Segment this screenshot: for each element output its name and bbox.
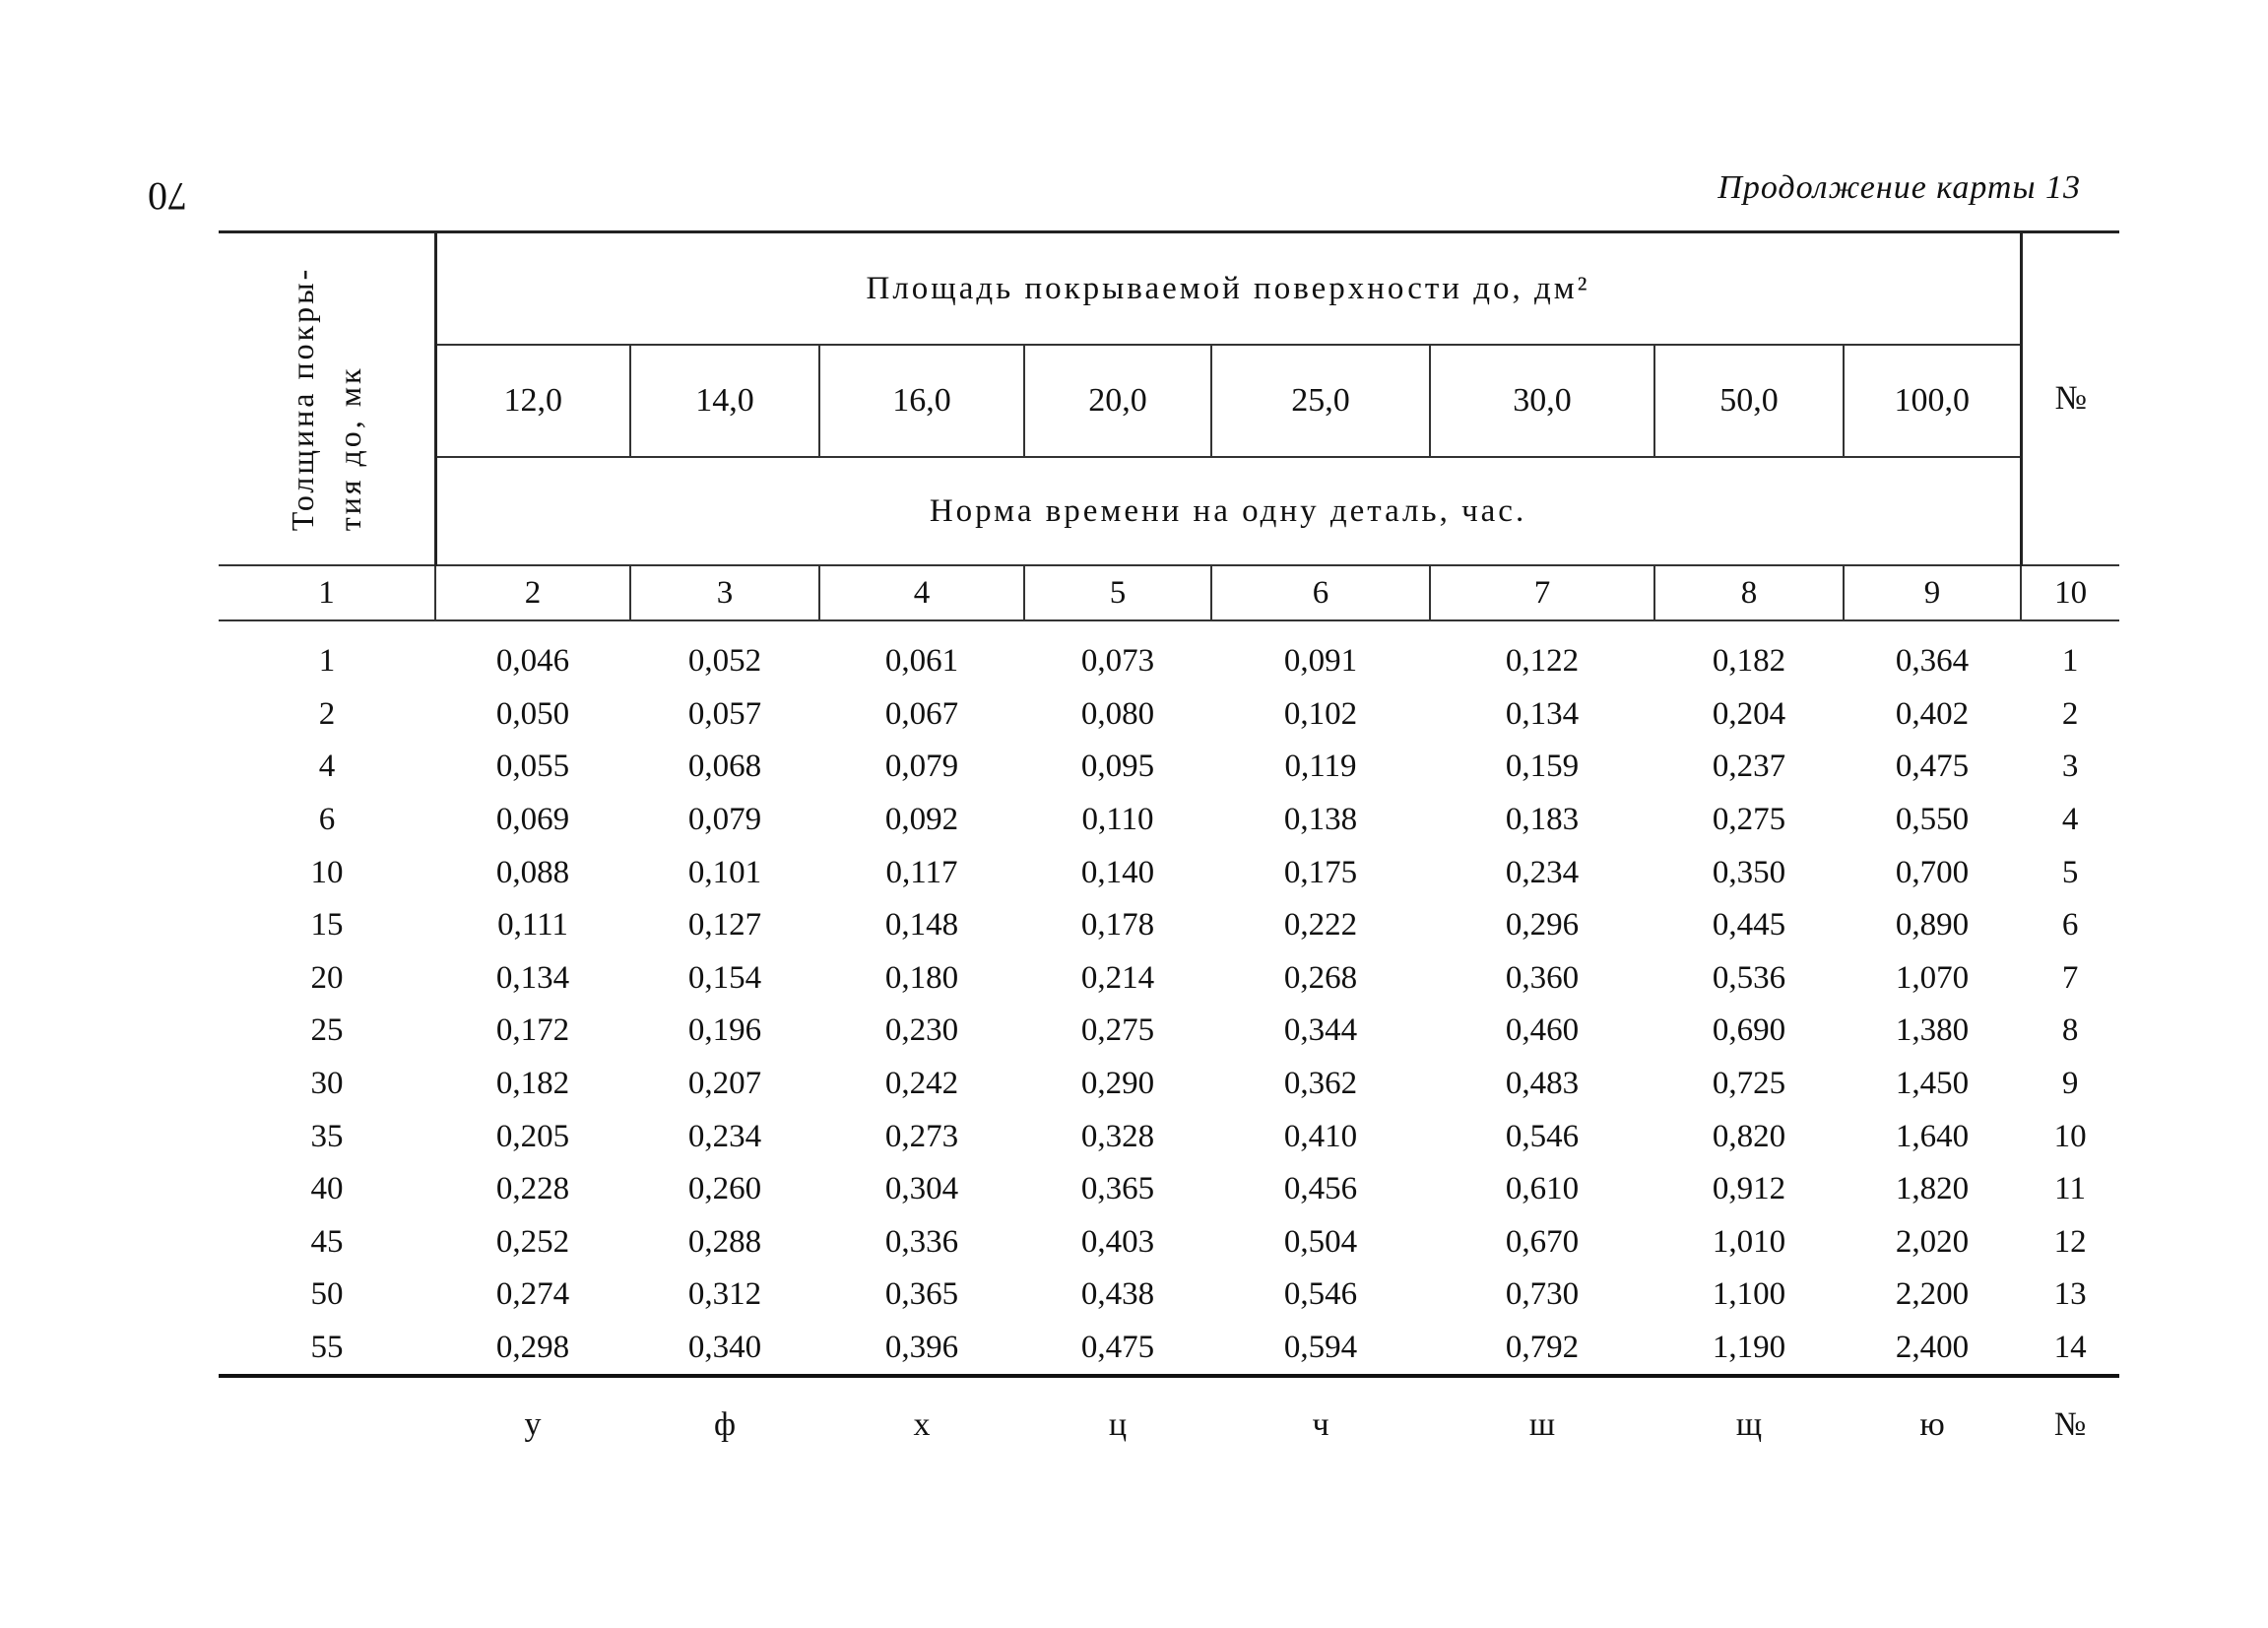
table-row bbox=[219, 1058, 2119, 1111]
time-norm-cell: 0,336 bbox=[884, 1223, 959, 1260]
time-norm-cell: 0,275 bbox=[1080, 1012, 1155, 1049]
time-norm-cell: 0,079 bbox=[884, 749, 959, 785]
table-row bbox=[219, 1269, 2119, 1322]
area-value-7: 50,0 bbox=[1654, 345, 1844, 457]
time-norm-cell: 0,670 bbox=[1505, 1223, 1580, 1260]
time-norm-cell: 0,091 bbox=[1283, 643, 1358, 680]
table-row bbox=[219, 688, 2119, 742]
time-norm-cell: 0,730 bbox=[1505, 1276, 1580, 1313]
time-norm-cell: 0,550 bbox=[1895, 802, 1970, 838]
time-norm-cell: 0,362 bbox=[1283, 1066, 1358, 1102]
time-norm-cell: 0,340 bbox=[687, 1330, 762, 1366]
time-norm-cell: 0,117 bbox=[885, 854, 958, 890]
time-norm-cell: 1,190 bbox=[1712, 1330, 1786, 1366]
time-norm-cell: 0,252 bbox=[495, 1223, 570, 1260]
thickness-cell: 50 bbox=[310, 1276, 344, 1313]
norm-table bbox=[219, 230, 2119, 1472]
time-norm-cell: 0,237 bbox=[1712, 749, 1786, 785]
norm-header: Норма времени на одну деталь, час. bbox=[435, 457, 2021, 565]
column-code-2: ф bbox=[713, 1406, 737, 1444]
time-norm-cell: 0,242 bbox=[884, 1066, 959, 1102]
time-norm-cell: 2,200 bbox=[1895, 1276, 1970, 1313]
page-number: 70 bbox=[148, 174, 187, 219]
time-norm-cell: 0,396 bbox=[884, 1330, 959, 1366]
time-norm-cell: 0,546 bbox=[1283, 1276, 1358, 1313]
table-row bbox=[219, 952, 2119, 1006]
row-number-cell: 5 bbox=[2061, 854, 2079, 890]
time-norm-cell: 0,365 bbox=[1080, 1171, 1155, 1207]
time-norm-cell: 0,159 bbox=[1505, 749, 1580, 785]
time-norm-cell: 0,180 bbox=[884, 959, 959, 996]
time-norm-cell: 0,360 bbox=[1505, 959, 1580, 996]
table-row bbox=[219, 1163, 2119, 1216]
time-norm-cell: 0,260 bbox=[687, 1171, 762, 1207]
area-value-3: 16,0 bbox=[819, 345, 1024, 457]
time-norm-cell: 0,079 bbox=[687, 802, 762, 838]
column-number-6: 6 bbox=[1211, 565, 1430, 620]
column-number-9: 9 bbox=[1844, 565, 2021, 620]
time-norm-cell: 0,134 bbox=[1505, 695, 1580, 732]
row-number-cell: 2 bbox=[2061, 695, 2079, 732]
time-norm-cell: 0,690 bbox=[1712, 1012, 1786, 1049]
time-norm-cell: 0,546 bbox=[1505, 1118, 1580, 1154]
area-header: Площадь покрываемой поверхности до, дм² bbox=[435, 232, 2021, 346]
time-norm-cell: 0,134 bbox=[495, 959, 570, 996]
time-norm-cell: 0,610 bbox=[1505, 1171, 1580, 1207]
thickness-header-line2: тия до, мк bbox=[332, 365, 368, 532]
time-norm-cell: 0,296 bbox=[1505, 907, 1580, 944]
area-value-8: 100,0 bbox=[1844, 345, 2021, 457]
thickness-cell: 6 bbox=[318, 802, 336, 838]
time-norm-cell: 0,111 bbox=[497, 907, 568, 944]
column-number-4: 4 bbox=[819, 565, 1024, 620]
table-row bbox=[219, 1110, 2119, 1163]
time-norm-cell: 0,175 bbox=[1283, 854, 1358, 890]
time-norm-cell: 0,073 bbox=[1080, 643, 1155, 680]
thickness-cell: 25 bbox=[310, 1012, 344, 1049]
thickness-cell: 2 bbox=[318, 695, 336, 732]
thickness-cell: 10 bbox=[310, 854, 344, 890]
time-norm-cell: 1,380 bbox=[1895, 1012, 1970, 1049]
time-norm-cell: 0,183 bbox=[1505, 802, 1580, 838]
table-row bbox=[219, 741, 2119, 794]
time-norm-cell: 0,052 bbox=[687, 643, 762, 680]
column-code-5: ч bbox=[1312, 1406, 1329, 1444]
column-code-3: х bbox=[913, 1406, 931, 1444]
column-code-8: ю bbox=[1919, 1406, 1945, 1444]
column-number-1: 1 bbox=[318, 574, 335, 611]
table-row bbox=[219, 794, 2119, 847]
row-number-cell: 12 bbox=[2053, 1223, 2087, 1260]
time-norm-cell: 0,402 bbox=[1895, 695, 1970, 732]
time-norm-cell: 0,460 bbox=[1505, 1012, 1580, 1049]
column-code-7: щ bbox=[1735, 1406, 1763, 1444]
column-number-7: 7 bbox=[1430, 565, 1654, 620]
table-row bbox=[219, 846, 2119, 899]
time-norm-cell: 0,172 bbox=[495, 1012, 570, 1049]
time-norm-cell: 0,475 bbox=[1895, 749, 1970, 785]
time-norm-cell: 0,119 bbox=[1284, 749, 1357, 785]
time-norm-cell: 0,274 bbox=[495, 1276, 570, 1313]
time-norm-cell: 0,344 bbox=[1283, 1012, 1358, 1049]
column-number-2: 2 bbox=[435, 565, 630, 620]
time-norm-cell: 1,450 bbox=[1895, 1066, 1970, 1102]
time-norm-cell: 0,438 bbox=[1080, 1276, 1155, 1313]
time-norm-cell: 0,483 bbox=[1505, 1066, 1580, 1102]
time-norm-cell: 1,640 bbox=[1895, 1118, 1970, 1154]
thickness-cell: 35 bbox=[310, 1118, 344, 1154]
time-norm-cell: 0,328 bbox=[1080, 1118, 1155, 1154]
column-number-8: 8 bbox=[1654, 565, 1844, 620]
time-norm-cell: 0,080 bbox=[1080, 695, 1155, 732]
time-norm-cell: 0,792 bbox=[1505, 1330, 1580, 1366]
column-number-5: 5 bbox=[1024, 565, 1211, 620]
row-number-cell: 1 bbox=[2061, 643, 2079, 680]
time-norm-cell: 0,061 bbox=[884, 643, 959, 680]
column-code-6: ш bbox=[1528, 1406, 1556, 1444]
column-number-10: 10 bbox=[2021, 565, 2119, 620]
column-number-3: 3 bbox=[630, 565, 819, 620]
time-norm-cell: 0,046 bbox=[495, 643, 570, 680]
time-norm-cell: 0,403 bbox=[1080, 1223, 1155, 1260]
time-norm-cell: 0,140 bbox=[1080, 854, 1155, 890]
time-norm-cell: 0,475 bbox=[1080, 1330, 1155, 1366]
area-value-6: 30,0 bbox=[1430, 345, 1654, 457]
time-norm-cell: 0,312 bbox=[687, 1276, 762, 1313]
thickness-cell: 4 bbox=[318, 749, 336, 785]
time-norm-cell: 0,154 bbox=[687, 959, 762, 996]
area-value-4: 20,0 bbox=[1024, 345, 1211, 457]
time-norm-cell: 0,273 bbox=[884, 1118, 959, 1154]
time-norm-cell: 0,820 bbox=[1712, 1118, 1786, 1154]
time-norm-cell: 0,095 bbox=[1080, 749, 1155, 785]
time-norm-cell: 0,700 bbox=[1895, 854, 1970, 890]
time-norm-cell: 1,010 bbox=[1712, 1223, 1786, 1260]
time-norm-cell: 0,288 bbox=[687, 1223, 762, 1260]
column-code-1: у bbox=[524, 1406, 542, 1444]
time-norm-cell: 1,100 bbox=[1712, 1276, 1786, 1313]
continuation-title: Продолжение карты 13 bbox=[1717, 169, 2081, 206]
time-norm-cell: 0,890 bbox=[1895, 907, 1970, 944]
time-norm-cell: 0,138 bbox=[1283, 802, 1358, 838]
row-number-cell: 14 bbox=[2053, 1330, 2087, 1366]
time-norm-cell: 0,110 bbox=[1081, 802, 1154, 838]
time-norm-cell: 2,400 bbox=[1895, 1330, 1970, 1366]
row-number-cell: 4 bbox=[2061, 802, 2079, 838]
norm-table-container bbox=[219, 230, 2119, 1472]
time-norm-cell: 0,148 bbox=[884, 907, 959, 944]
time-norm-cell: 0,067 bbox=[884, 695, 959, 732]
time-norm-cell: 0,228 bbox=[495, 1171, 570, 1207]
column-code-9: № bbox=[2053, 1406, 2087, 1444]
time-norm-cell: 0,069 bbox=[495, 802, 570, 838]
time-norm-cell: 0,182 bbox=[1712, 643, 1786, 680]
time-norm-cell: 0,445 bbox=[1712, 907, 1786, 944]
row-number-cell: 7 bbox=[2061, 959, 2079, 996]
no-header: № bbox=[2021, 232, 2119, 566]
time-norm-cell: 0,102 bbox=[1283, 695, 1358, 732]
time-norm-cell: 0,230 bbox=[884, 1012, 959, 1049]
thickness-cell: 55 bbox=[310, 1330, 344, 1366]
time-norm-cell: 1,820 bbox=[1895, 1171, 1970, 1207]
time-norm-cell: 0,055 bbox=[495, 749, 570, 785]
time-norm-cell: 0,594 bbox=[1283, 1330, 1358, 1366]
time-norm-cell: 0,222 bbox=[1283, 907, 1358, 944]
time-norm-cell: 0,234 bbox=[687, 1118, 762, 1154]
thickness-cell: 45 bbox=[310, 1223, 344, 1260]
time-norm-cell: 0,205 bbox=[495, 1118, 570, 1154]
table-row bbox=[219, 1005, 2119, 1058]
time-norm-cell: 0,196 bbox=[687, 1012, 762, 1049]
table-row bbox=[219, 899, 2119, 952]
time-norm-cell: 0,268 bbox=[1283, 959, 1358, 996]
time-norm-cell: 0,122 bbox=[1505, 643, 1580, 680]
table-row bbox=[219, 1322, 2119, 1377]
thickness-cell: 15 bbox=[310, 907, 344, 944]
row-number-cell: 10 bbox=[2053, 1118, 2087, 1154]
table-row bbox=[219, 620, 2119, 688]
area-value-1: 12,0 bbox=[435, 345, 630, 457]
thickness-cell: 20 bbox=[310, 959, 344, 996]
time-norm-cell: 0,350 bbox=[1712, 854, 1786, 890]
row-number-cell: 6 bbox=[2061, 907, 2079, 944]
thickness-cell: 40 bbox=[310, 1171, 344, 1207]
column-code-4: ц bbox=[1108, 1406, 1128, 1444]
time-norm-cell: 1,070 bbox=[1895, 959, 1970, 996]
time-norm-cell: 0,410 bbox=[1283, 1118, 1358, 1154]
time-norm-cell: 0,725 bbox=[1712, 1066, 1786, 1102]
time-norm-cell: 0,204 bbox=[1712, 695, 1786, 732]
codes-blank-cell bbox=[219, 1376, 435, 1472]
time-norm-cell: 0,364 bbox=[1895, 643, 1970, 680]
time-norm-cell: 0,101 bbox=[687, 854, 762, 890]
area-value-5: 25,0 bbox=[1211, 345, 1430, 457]
time-norm-cell: 0,088 bbox=[495, 854, 570, 890]
row-number-cell: 11 bbox=[2054, 1171, 2086, 1207]
row-number-cell: 8 bbox=[2061, 1012, 2079, 1049]
time-norm-cell: 0,304 bbox=[884, 1171, 959, 1207]
time-norm-cell: 0,127 bbox=[687, 907, 762, 944]
thickness-cell: 1 bbox=[318, 643, 336, 680]
row-number-cell: 9 bbox=[2061, 1066, 2079, 1102]
time-norm-cell: 0,182 bbox=[495, 1066, 570, 1102]
time-norm-cell: 0,214 bbox=[1080, 959, 1155, 996]
time-norm-cell: 0,178 bbox=[1080, 907, 1155, 944]
time-norm-cell: 0,504 bbox=[1283, 1223, 1358, 1260]
thickness-cell: 30 bbox=[310, 1066, 344, 1102]
time-norm-cell: 0,207 bbox=[687, 1066, 762, 1102]
time-norm-cell: 0,290 bbox=[1080, 1066, 1155, 1102]
time-norm-cell: 0,456 bbox=[1283, 1171, 1358, 1207]
time-norm-cell: 0,068 bbox=[687, 749, 762, 785]
time-norm-cell: 2,020 bbox=[1895, 1223, 1970, 1260]
thickness-header-line1: Толщина покры- bbox=[285, 266, 321, 532]
time-norm-cell: 0,050 bbox=[495, 695, 570, 732]
time-norm-cell: 0,234 bbox=[1505, 854, 1580, 890]
table-row bbox=[219, 1216, 2119, 1270]
row-number-cell: 13 bbox=[2053, 1276, 2087, 1313]
time-norm-cell: 0,298 bbox=[495, 1330, 570, 1366]
row-number-cell: 3 bbox=[2061, 749, 2079, 785]
time-norm-cell: 0,536 bbox=[1712, 959, 1786, 996]
area-value-2: 14,0 bbox=[630, 345, 819, 457]
time-norm-cell: 0,275 bbox=[1712, 802, 1786, 838]
time-norm-cell: 0,092 bbox=[884, 802, 959, 838]
time-norm-cell: 0,365 bbox=[884, 1276, 959, 1313]
time-norm-cell: 0,057 bbox=[687, 695, 762, 732]
thickness-header bbox=[219, 232, 435, 566]
time-norm-cell: 0,912 bbox=[1712, 1171, 1786, 1207]
